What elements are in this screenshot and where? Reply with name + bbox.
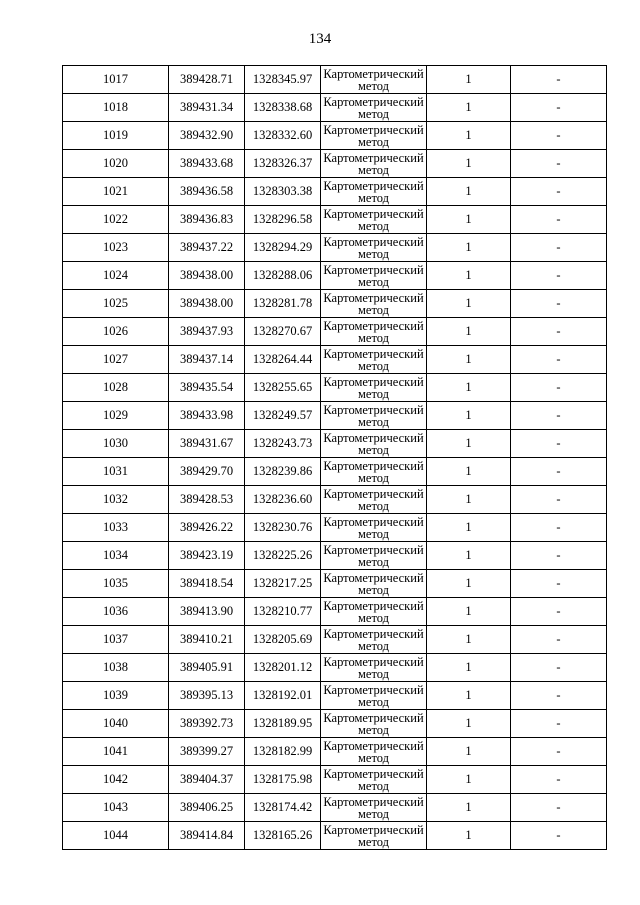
point-number-cell: 1024 [63, 262, 169, 290]
accuracy-cell: 1 [427, 346, 511, 374]
accuracy-cell: 1 [427, 262, 511, 290]
table-row [63, 94, 607, 122]
note-cell: - [511, 374, 607, 402]
table-row [63, 66, 607, 94]
point-number-cell: 1020 [63, 150, 169, 178]
note-cell: - [511, 822, 607, 850]
note-cell: - [511, 234, 607, 262]
x-coordinate-cell: 389414.84 [169, 822, 245, 850]
point-number-cell: 1031 [63, 458, 169, 486]
x-coordinate-cell: 389428.71 [169, 66, 245, 94]
accuracy-cell: 1 [427, 626, 511, 654]
x-coordinate-cell: 389433.68 [169, 150, 245, 178]
table-row [63, 150, 607, 178]
note-cell: - [511, 654, 607, 682]
method-cell: Картометрический метод [321, 290, 427, 318]
y-coordinate-cell: 1328332.60 [245, 122, 321, 150]
table-row [63, 458, 607, 486]
note-cell: - [511, 486, 607, 514]
x-coordinate-cell: 389413.90 [169, 598, 245, 626]
note-cell: - [511, 206, 607, 234]
x-coordinate-cell: 389406.25 [169, 794, 245, 822]
y-coordinate-cell: 1328264.44 [245, 346, 321, 374]
method-cell: Картометрический метод [321, 514, 427, 542]
method-cell: Картометрический метод [321, 626, 427, 654]
y-coordinate-cell: 1328243.73 [245, 430, 321, 458]
x-coordinate-cell: 389426.22 [169, 514, 245, 542]
point-number-cell: 1021 [63, 178, 169, 206]
point-number-cell: 1018 [63, 94, 169, 122]
method-cell: Картометрический метод [321, 122, 427, 150]
y-coordinate-cell: 1328230.76 [245, 514, 321, 542]
method-cell: Картометрический метод [321, 794, 427, 822]
y-coordinate-cell: 1328255.65 [245, 374, 321, 402]
x-coordinate-cell: 389431.67 [169, 430, 245, 458]
point-number-cell: 1038 [63, 654, 169, 682]
method-cell: Картометрический метод [321, 66, 427, 94]
point-number-cell: 1041 [63, 738, 169, 766]
x-coordinate-cell: 389399.27 [169, 738, 245, 766]
coordinates-table [62, 65, 607, 850]
accuracy-cell: 1 [427, 94, 511, 122]
y-coordinate-cell: 1328294.29 [245, 234, 321, 262]
table-row [63, 570, 607, 598]
note-cell: - [511, 710, 607, 738]
method-cell: Картометрический метод [321, 738, 427, 766]
x-coordinate-cell: 389418.54 [169, 570, 245, 598]
x-coordinate-cell: 389435.54 [169, 374, 245, 402]
y-coordinate-cell: 1328303.38 [245, 178, 321, 206]
note-cell: - [511, 766, 607, 794]
x-coordinate-cell: 389392.73 [169, 710, 245, 738]
y-coordinate-cell: 1328249.57 [245, 402, 321, 430]
method-cell: Картометрический метод [321, 458, 427, 486]
point-number-cell: 1025 [63, 290, 169, 318]
y-coordinate-cell: 1328174.42 [245, 794, 321, 822]
table-row [63, 486, 607, 514]
note-cell: - [511, 794, 607, 822]
accuracy-cell: 1 [427, 738, 511, 766]
note-cell: - [511, 458, 607, 486]
accuracy-cell: 1 [427, 542, 511, 570]
point-number-cell: 1042 [63, 766, 169, 794]
point-number-cell: 1019 [63, 122, 169, 150]
point-number-cell: 1034 [63, 542, 169, 570]
accuracy-cell: 1 [427, 430, 511, 458]
y-coordinate-cell: 1328326.37 [245, 150, 321, 178]
method-cell: Картометрический метод [321, 346, 427, 374]
table-row [63, 318, 607, 346]
accuracy-cell: 1 [427, 710, 511, 738]
note-cell: - [511, 178, 607, 206]
method-cell: Картометрический метод [321, 374, 427, 402]
method-cell: Картометрический метод [321, 710, 427, 738]
point-number-cell: 1027 [63, 346, 169, 374]
x-coordinate-cell: 389428.53 [169, 486, 245, 514]
accuracy-cell: 1 [427, 822, 511, 850]
table-row [63, 598, 607, 626]
y-coordinate-cell: 1328296.58 [245, 206, 321, 234]
method-cell: Картометрический метод [321, 234, 427, 262]
table-row [63, 626, 607, 654]
accuracy-cell: 1 [427, 318, 511, 346]
note-cell: - [511, 570, 607, 598]
y-coordinate-cell: 1328201.12 [245, 654, 321, 682]
note-cell: - [511, 542, 607, 570]
method-cell: Картометрический метод [321, 402, 427, 430]
y-coordinate-cell: 1328175.98 [245, 766, 321, 794]
point-number-cell: 1036 [63, 598, 169, 626]
accuracy-cell: 1 [427, 570, 511, 598]
accuracy-cell: 1 [427, 206, 511, 234]
accuracy-cell: 1 [427, 122, 511, 150]
point-number-cell: 1022 [63, 206, 169, 234]
accuracy-cell: 1 [427, 234, 511, 262]
method-cell: Картометрический метод [321, 682, 427, 710]
note-cell: - [511, 290, 607, 318]
x-coordinate-cell: 389395.13 [169, 682, 245, 710]
table-row [63, 122, 607, 150]
x-coordinate-cell: 389433.98 [169, 402, 245, 430]
accuracy-cell: 1 [427, 794, 511, 822]
point-number-cell: 1043 [63, 794, 169, 822]
point-number-cell: 1032 [63, 486, 169, 514]
table-row [63, 682, 607, 710]
table-row [63, 710, 607, 738]
y-coordinate-cell: 1328345.97 [245, 66, 321, 94]
note-cell: - [511, 318, 607, 346]
table-row [63, 542, 607, 570]
point-number-cell: 1028 [63, 374, 169, 402]
x-coordinate-cell: 389431.34 [169, 94, 245, 122]
y-coordinate-cell: 1328270.67 [245, 318, 321, 346]
method-cell: Картометрический метод [321, 542, 427, 570]
method-cell: Картометрический метод [321, 178, 427, 206]
x-coordinate-cell: 389423.19 [169, 542, 245, 570]
accuracy-cell: 1 [427, 178, 511, 206]
point-number-cell: 1017 [63, 66, 169, 94]
table-row [63, 822, 607, 850]
method-cell: Картометрический метод [321, 654, 427, 682]
accuracy-cell: 1 [427, 682, 511, 710]
point-number-cell: 1039 [63, 682, 169, 710]
note-cell: - [511, 738, 607, 766]
accuracy-cell: 1 [427, 654, 511, 682]
method-cell: Картометрический метод [321, 822, 427, 850]
note-cell: - [511, 262, 607, 290]
y-coordinate-cell: 1328205.69 [245, 626, 321, 654]
y-coordinate-cell: 1328192.01 [245, 682, 321, 710]
x-coordinate-cell: 389404.37 [169, 766, 245, 794]
note-cell: - [511, 122, 607, 150]
point-number-cell: 1035 [63, 570, 169, 598]
note-cell: - [511, 430, 607, 458]
y-coordinate-cell: 1328338.68 [245, 94, 321, 122]
y-coordinate-cell: 1328225.26 [245, 542, 321, 570]
table-row [63, 374, 607, 402]
accuracy-cell: 1 [427, 374, 511, 402]
x-coordinate-cell: 389410.21 [169, 626, 245, 654]
table-row [63, 346, 607, 374]
y-coordinate-cell: 1328281.78 [245, 290, 321, 318]
x-coordinate-cell: 389437.22 [169, 234, 245, 262]
note-cell: - [511, 150, 607, 178]
note-cell: - [511, 402, 607, 430]
point-number-cell: 1023 [63, 234, 169, 262]
x-coordinate-cell: 389436.58 [169, 178, 245, 206]
note-cell: - [511, 598, 607, 626]
method-cell: Картометрический метод [321, 206, 427, 234]
table-row [63, 206, 607, 234]
point-number-cell: 1044 [63, 822, 169, 850]
y-coordinate-cell: 1328288.06 [245, 262, 321, 290]
method-cell: Картометрический метод [321, 766, 427, 794]
y-coordinate-cell: 1328189.95 [245, 710, 321, 738]
coordinates-table-body [63, 66, 607, 850]
table-row [63, 234, 607, 262]
y-coordinate-cell: 1328236.60 [245, 486, 321, 514]
accuracy-cell: 1 [427, 598, 511, 626]
table-row [63, 738, 607, 766]
method-cell: Картометрический метод [321, 150, 427, 178]
y-coordinate-cell: 1328217.25 [245, 570, 321, 598]
point-number-cell: 1026 [63, 318, 169, 346]
point-number-cell: 1037 [63, 626, 169, 654]
accuracy-cell: 1 [427, 290, 511, 318]
x-coordinate-cell: 389432.90 [169, 122, 245, 150]
table-row [63, 794, 607, 822]
y-coordinate-cell: 1328239.86 [245, 458, 321, 486]
method-cell: Картометрический метод [321, 262, 427, 290]
method-cell: Картометрический метод [321, 430, 427, 458]
point-number-cell: 1040 [63, 710, 169, 738]
point-number-cell: 1029 [63, 402, 169, 430]
method-cell: Картометрический метод [321, 94, 427, 122]
accuracy-cell: 1 [427, 458, 511, 486]
table-row [63, 178, 607, 206]
x-coordinate-cell: 389429.70 [169, 458, 245, 486]
page-number: 134 [308, 31, 332, 47]
table-row [63, 430, 607, 458]
table-row [63, 290, 607, 318]
accuracy-cell: 1 [427, 402, 511, 430]
method-cell: Картометрический метод [321, 318, 427, 346]
note-cell: - [511, 626, 607, 654]
table-row [63, 514, 607, 542]
method-cell: Картометрический метод [321, 570, 427, 598]
note-cell: - [511, 346, 607, 374]
y-coordinate-cell: 1328210.77 [245, 598, 321, 626]
point-number-cell: 1030 [63, 430, 169, 458]
note-cell: - [511, 514, 607, 542]
accuracy-cell: 1 [427, 150, 511, 178]
y-coordinate-cell: 1328165.26 [245, 822, 321, 850]
accuracy-cell: 1 [427, 66, 511, 94]
table-row [63, 402, 607, 430]
accuracy-cell: 1 [427, 766, 511, 794]
x-coordinate-cell: 389438.00 [169, 262, 245, 290]
x-coordinate-cell: 389436.83 [169, 206, 245, 234]
table-row [63, 262, 607, 290]
table-row [63, 766, 607, 794]
accuracy-cell: 1 [427, 514, 511, 542]
point-number-cell: 1033 [63, 514, 169, 542]
x-coordinate-cell: 389438.00 [169, 290, 245, 318]
note-cell: - [511, 66, 607, 94]
y-coordinate-cell: 1328182.99 [245, 738, 321, 766]
x-coordinate-cell: 389405.91 [169, 654, 245, 682]
x-coordinate-cell: 389437.14 [169, 346, 245, 374]
method-cell: Картометрический метод [321, 486, 427, 514]
accuracy-cell: 1 [427, 486, 511, 514]
note-cell: - [511, 94, 607, 122]
table-row [63, 654, 607, 682]
note-cell: - [511, 682, 607, 710]
method-cell: Картометрический метод [321, 598, 427, 626]
x-coordinate-cell: 389437.93 [169, 318, 245, 346]
